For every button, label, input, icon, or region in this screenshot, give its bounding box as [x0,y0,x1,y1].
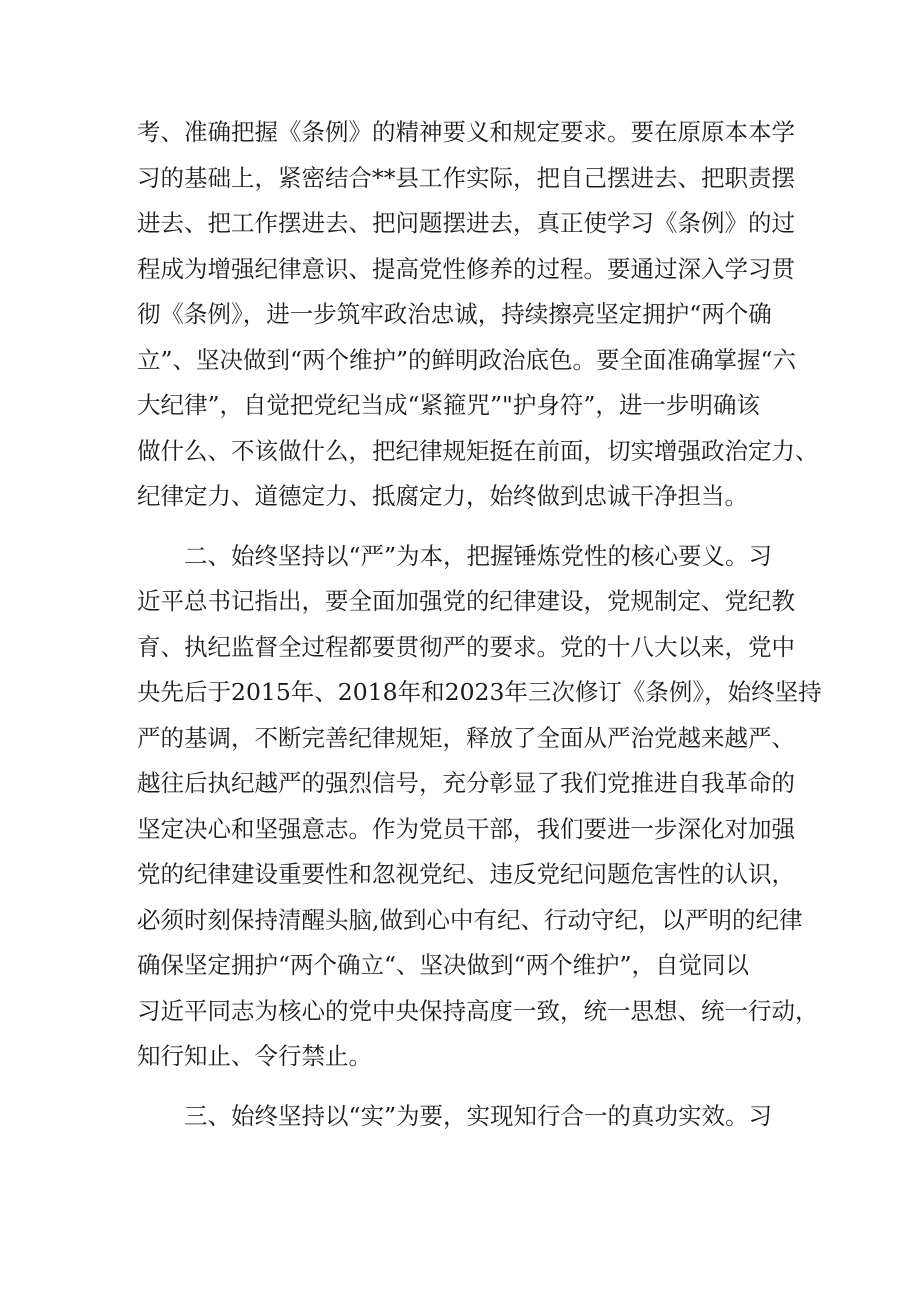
text-line: 近平总书记指出，要全面加强党的纪律建设，党规制定、党纪教 [137,587,795,615]
text-line: 考、准确把握《条例》的精神要义和规定要求。要在原原本本学 [137,118,795,146]
document-body [137,110,822,1139]
text-line: 纪律定力、道德定力、抵腐定力，始终做到忠诚干净担当。 [137,482,748,510]
text-line: 知行知止、令行禁止。 [137,1042,372,1070]
text-line: 必须时刻保持清醒头脑,做到心中有纪、行动守纪，以严明的纪律 [137,905,803,934]
text-line: 越往后执纪越严的强烈信号，充分彰显了我们党推进自我革命的 [137,769,795,797]
section-two-heading-line: 二、始终坚持以“严”为本，把握锤炼党性的核心要义。习 [137,541,773,570]
section-three-heading-line: 三、始终坚持以“实”为要，实现知行合一的真功实效。习 [137,1101,773,1130]
text-line: 央先后于2015年、2018年和2023年三次修订《条例》，始终坚持 [137,678,822,706]
paragraph-gap [137,520,797,534]
text-line: 程成为增强纪律意识、提高党性修养的过程。要通过深入学习贯 [137,254,795,283]
text-line: 进去、把工作摆进去、把问题摆进去，真正使学习《条例》的过 [137,209,795,237]
text-line: 立”、坚决做到“两个维护”的鲜明政治底色。要全面准确掌握“六 [137,345,797,374]
text-line: 彻《条例》，进一步筑牢政治忠诚，持续擦亮坚定拥护“两个确 [137,300,772,328]
text-line: 习的基础上，紧密结合**县工作实际，把自己摆进去、把职责摆 [137,163,795,192]
text-line: 严的基调，不断完善纪律规矩，释放了全面从严治党越来越严、 [137,723,795,752]
text-line: 做什么、不该做什么，把纪律规矩挺在前面，切实增强政治定力、 [137,436,819,465]
text-line: 大纪律”，自觉把党纪当成“紧箍咒”"护身符”，进一步明确该 [137,391,760,419]
text-line: 党的纪律建设重要性和忽视党纪、违反党纪问题危害性的认识， [137,860,795,888]
text-line: 坚定决心和坚强意志。作为党员干部，我们要进一步深化对加强 [137,814,795,843]
text-line: 育、执纪监督全过程都要贯彻严的要求。党的十八大以来，党中 [137,632,795,661]
text-line: 习近平同志为核心的党中央保持高度一致，统一思想、统一行动， [137,996,819,1025]
text-line: 确保坚定拥护“两个确立“、坚决做到“两个维护”，自觉同以 [137,951,750,979]
paragraph-gap [137,1080,797,1094]
